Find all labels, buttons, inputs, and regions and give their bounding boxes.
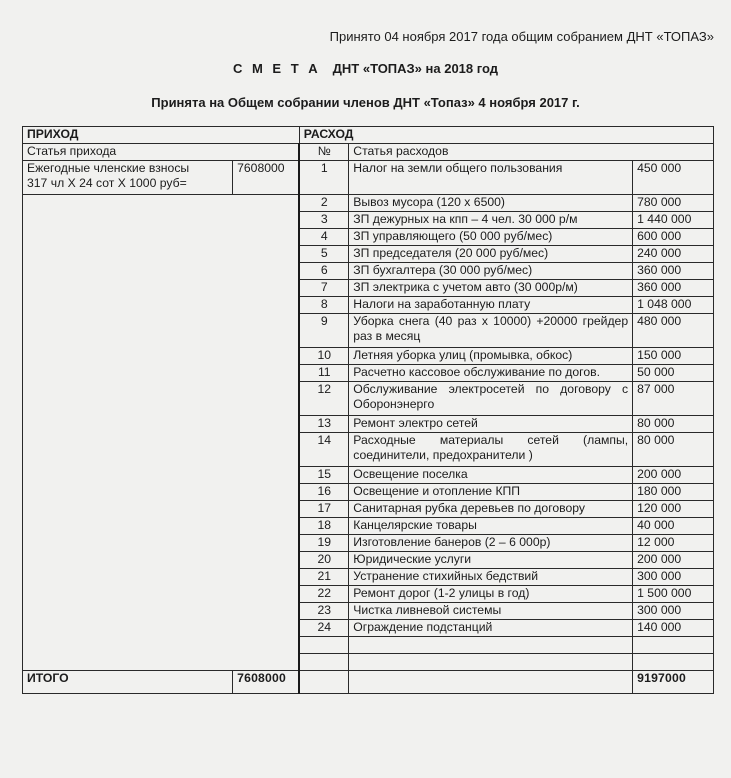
blank-cell: [633, 654, 714, 671]
expense-amount: 450 000: [633, 161, 714, 195]
table-row: [23, 382, 714, 416]
expense-name: Изготовление банеров (2 – 6 000р): [349, 535, 633, 552]
total-expense: 9197000: [633, 671, 714, 694]
table-row: [23, 484, 714, 501]
budget-table: [22, 126, 714, 694]
accepted-note: Принято 04 ноября 2017 года общим собранием ДНТ «ТОПАЗ»: [329, 29, 714, 44]
income-empty-cell: [23, 280, 300, 297]
expense-name: ЗП управляющего (50 000 руб/мес): [349, 229, 633, 246]
income-empty-cell: [23, 484, 300, 501]
expense-name: Освещение поселка: [349, 467, 633, 484]
expense-number: 16: [299, 484, 348, 501]
table-row: [23, 603, 714, 620]
expense-amount: 180 000: [633, 484, 714, 501]
expense-number: 20: [299, 552, 348, 569]
expense-name: Юридические услуги: [349, 552, 633, 569]
income-empty-cell: [23, 535, 300, 552]
expense-name: Санитарная рубка деревьев по договору: [349, 501, 633, 518]
expense-number: 23: [299, 603, 348, 620]
expense-name: Ограждение подстанций: [349, 620, 633, 637]
table-row: [23, 433, 714, 467]
expense-name: Освещение и отопление КПП: [349, 484, 633, 501]
expense-amount: 780 000: [633, 195, 714, 212]
expense-number: 11: [299, 365, 348, 382]
blank-cell: [299, 654, 348, 671]
table-row: [23, 297, 714, 314]
income-empty-cell: [23, 586, 300, 603]
income-empty-cell: [23, 314, 300, 348]
document-title: [0, 61, 731, 76]
income-empty-cell: [23, 297, 300, 314]
expense-amount: 1 500 000: [633, 586, 714, 603]
table-row: [23, 348, 714, 365]
table-row: [23, 280, 714, 297]
expense-amount: 87 000: [633, 382, 714, 416]
expense-amount: 300 000: [633, 603, 714, 620]
table-row: [23, 501, 714, 518]
expense-name: Налог на земли общего пользования: [349, 161, 633, 195]
expense-amount: 360 000: [633, 263, 714, 280]
expense-name: Вывоз мусора (120 x 6500): [349, 195, 633, 212]
expense-amount: 150 000: [633, 348, 714, 365]
number-column-header: №: [299, 144, 348, 161]
income-empty-cell: [23, 501, 300, 518]
expense-number: 6: [299, 263, 348, 280]
total-label: ИТОГО: [23, 671, 233, 694]
table-row: [23, 161, 714, 195]
expense-number: 21: [299, 569, 348, 586]
expense-amount: 80 000: [633, 416, 714, 433]
income-empty-cell: [23, 637, 300, 654]
expense-amount: 240 000: [633, 246, 714, 263]
blank-cell: [349, 654, 633, 671]
table-row: [23, 263, 714, 280]
income-column-header: Статья прихода: [23, 144, 300, 161]
expense-column-header: Статья расходов: [349, 144, 714, 161]
expense-amount: 80 000: [633, 433, 714, 467]
expense-name: ЗП дежурных на кпп – 4 чел. 30 000 р/м: [349, 212, 633, 229]
expense-amount: 600 000: [633, 229, 714, 246]
expense-amount: 120 000: [633, 501, 714, 518]
expense-amount: 360 000: [633, 280, 714, 297]
income-empty-cell: [23, 552, 300, 569]
income-empty-cell: [23, 569, 300, 586]
income-empty-cell: [23, 654, 300, 671]
blank-cell: [349, 637, 633, 654]
expense-number: 24: [299, 620, 348, 637]
expense-number: 19: [299, 535, 348, 552]
title-word: С М Е Т А: [232, 61, 321, 76]
expense-amount: 480 000: [633, 314, 714, 348]
table-row: [23, 620, 714, 637]
table-row: [23, 229, 714, 246]
income-empty-cell: [23, 212, 300, 229]
expense-amount: 1 048 000: [633, 297, 714, 314]
table-row: [23, 569, 714, 586]
income-empty-cell: [23, 518, 300, 535]
expense-name: Уборка снега (40 раз х 10000) +20000 грейдер раз в месяц: [349, 314, 633, 348]
total-row: [23, 671, 714, 694]
table-row: [23, 195, 714, 212]
income-item-line: Ежегодные членские взносы: [27, 161, 190, 175]
expense-amount: 50 000: [633, 365, 714, 382]
expense-number: 13: [299, 416, 348, 433]
expense-number: 10: [299, 348, 348, 365]
expense-number: 8: [299, 297, 348, 314]
table-row: [23, 365, 714, 382]
expense-amount: 200 000: [633, 552, 714, 569]
expense-name: Ремонт дорог (1-2 улицы в год): [349, 586, 633, 603]
expense-name: Расходные материалы сетей (лампы, соединители, предохранители ): [349, 433, 633, 467]
income-empty-cell: [23, 365, 300, 382]
income-amount: 7608000: [233, 161, 300, 195]
expense-number: 7: [299, 280, 348, 297]
expense-name: Ремонт электро сетей: [349, 416, 633, 433]
blank-row: [23, 654, 714, 671]
title-rest: ДНТ «ТОПАЗ» на 2018 год: [332, 61, 499, 76]
income-empty-cell: [23, 348, 300, 365]
expense-amount: 200 000: [633, 467, 714, 484]
expense-name: Чистка ливневой системы: [349, 603, 633, 620]
income-empty-cell: [23, 603, 300, 620]
table-row: [23, 467, 714, 484]
income-empty-cell: [23, 195, 300, 212]
column-header-row: [23, 144, 714, 161]
table-row: [23, 212, 714, 229]
blank-row: [23, 637, 714, 654]
income-item-line: 317 чл X 24 сот X 1000 руб=: [27, 176, 187, 190]
income-empty-cell: [23, 433, 300, 467]
expense-number: 4: [299, 229, 348, 246]
income-item: [23, 161, 233, 195]
document-subtitle: Принята на Общем собрании членов ДНТ «Топаз» 4 ноября 2017 г.: [151, 95, 580, 110]
expense-number: 3: [299, 212, 348, 229]
expense-number: 15: [299, 467, 348, 484]
income-header: ПРИХОД: [23, 127, 300, 144]
income-empty-cell: [23, 382, 300, 416]
expense-number: 17: [299, 501, 348, 518]
expense-number: 9: [299, 314, 348, 348]
income-empty-cell: [23, 416, 300, 433]
blank-cell: [633, 637, 714, 654]
total-blank-cell: [349, 671, 633, 694]
expense-name: Налоги на заработанную плату: [349, 297, 633, 314]
expense-name: Летняя уборка улиц (промывка, обкос): [349, 348, 633, 365]
table-row: [23, 246, 714, 263]
expense-amount: 140 000: [633, 620, 714, 637]
table-row: [23, 314, 714, 348]
expense-name: Расчетно кассовое обслуживание по догов.: [349, 365, 633, 382]
expense-amount: 300 000: [633, 569, 714, 586]
total-blank-cell: [299, 671, 348, 694]
table-row: [23, 552, 714, 569]
expense-name: Обслуживание электросетей по договору с Оборонэнерго: [349, 382, 633, 416]
expense-number: 5: [299, 246, 348, 263]
expense-number: 1: [299, 161, 348, 195]
expense-number: 12: [299, 382, 348, 416]
income-empty-cell: [23, 263, 300, 280]
income-empty-cell: [23, 229, 300, 246]
table-row: [23, 416, 714, 433]
income-empty-cell: [23, 246, 300, 263]
table-row: [23, 586, 714, 603]
section-header-row: [23, 127, 714, 144]
income-empty-cell: [23, 467, 300, 484]
expense-number: 18: [299, 518, 348, 535]
expense-amount: 12 000: [633, 535, 714, 552]
expense-amount: 40 000: [633, 518, 714, 535]
income-empty-cell: [23, 620, 300, 637]
expense-amount: 1 440 000: [633, 212, 714, 229]
expense-name: Канцелярские товары: [349, 518, 633, 535]
total-income: 7608000: [233, 671, 300, 694]
table-row: [23, 535, 714, 552]
expense-name: ЗП бухгалтера (30 000 руб/мес): [349, 263, 633, 280]
expense-number: 14: [299, 433, 348, 467]
expense-header: РАСХОД: [299, 127, 713, 144]
table-row: [23, 518, 714, 535]
expense-name: ЗП электрика с учетом авто (30 000р/м): [349, 280, 633, 297]
expense-name: Устранение стихийных бедствий: [349, 569, 633, 586]
expense-number: 2: [299, 195, 348, 212]
expense-name: ЗП председателя (20 000 руб/мес): [349, 246, 633, 263]
expense-number: 22: [299, 586, 348, 603]
blank-cell: [299, 637, 348, 654]
